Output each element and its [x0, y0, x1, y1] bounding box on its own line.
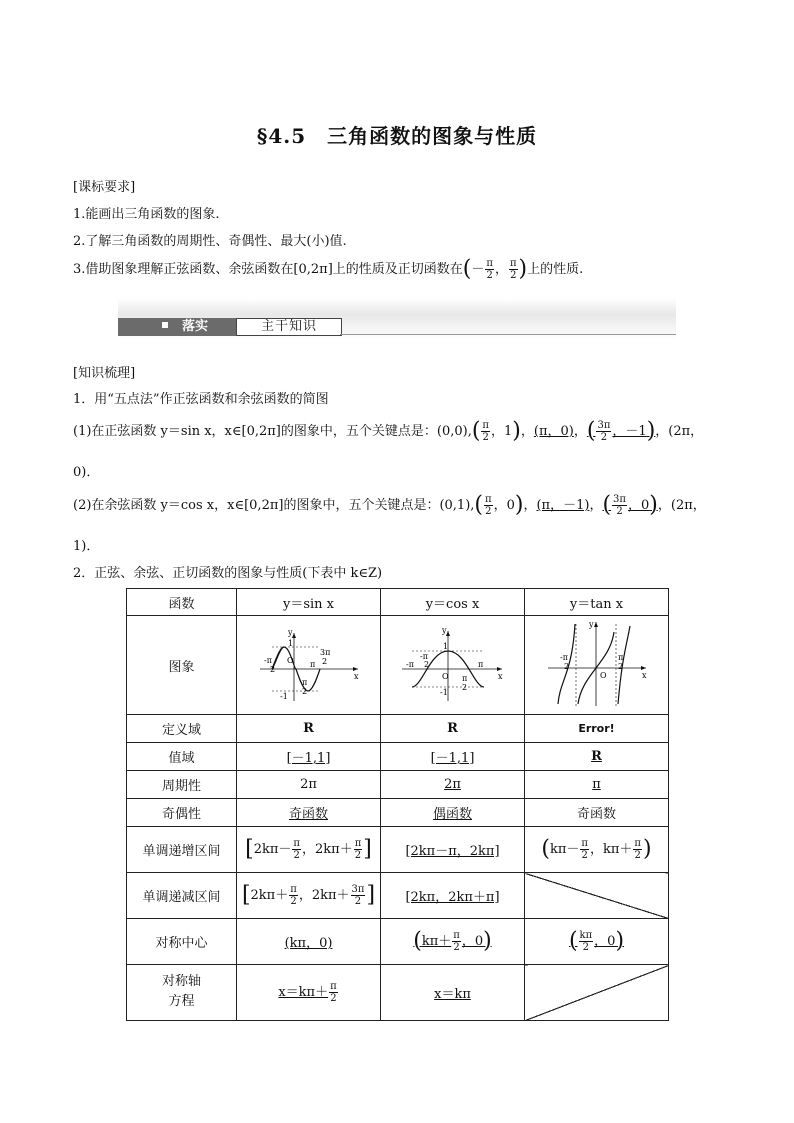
range-label: 值域	[127, 743, 237, 771]
svg-text:-1: -1	[279, 692, 288, 701]
sin-key-points: (1)在正弦函数 y＝sin x，x∈[0,2π]的图象中，五个关键点是：(0,0),( $\frac{\pi}{2}$ ，1)，(π，0)，( $\frac{3\pi}{2}$ ，－1)，(2π，	[73, 418, 704, 444]
svg-text:π: π	[301, 678, 307, 687]
banner-light-tab: 主干知识	[236, 318, 342, 336]
table-row	[127, 715, 669, 743]
table-row	[127, 616, 669, 715]
domain-label: 定义域	[127, 715, 237, 743]
svg-text:y: y	[287, 628, 293, 637]
domain-sin: R	[237, 715, 381, 743]
svg-text:2: 2	[563, 662, 569, 671]
axis-sin: x＝kπ＋ $\frac{\pi}{2}$	[237, 965, 381, 1021]
svg-text:y: y	[588, 620, 594, 629]
table-row	[127, 873, 669, 919]
table-row	[127, 799, 669, 827]
svg-text:-1: -1	[439, 688, 448, 697]
svg-text:π: π	[477, 660, 483, 669]
range-tan: R	[525, 743, 669, 771]
properties-table	[126, 588, 669, 1021]
requirements-heading: [课标要求]	[73, 180, 136, 195]
table-row	[127, 919, 669, 965]
period-cos: 2π	[381, 771, 525, 799]
axis-tan-empty	[525, 965, 669, 1021]
requirement-3: 3.借助图象理解正弦函数、余弦函数在[0,2π]上的性质及正切函数在(－ $\frac{\pi}{2}$ ， $\frac{\pi}{2}$ )上的性质.	[73, 256, 584, 282]
header-function: 函数	[127, 589, 237, 616]
svg-text:-π: -π	[419, 652, 428, 661]
sin-graph	[237, 616, 381, 715]
parity-label: 奇偶性	[127, 799, 237, 827]
center-tan: ( $\frac{k\pi}{2}$ ，0)	[525, 919, 669, 965]
properties-title: 2．正弦、余弦、正切函数的图象与性质(下表中 k∈Z)	[73, 566, 383, 581]
cos-key-points-end: 1)．	[73, 539, 100, 554]
svg-text:3π: 3π	[319, 648, 330, 657]
range-cos: [－1,1]	[381, 743, 525, 771]
svg-text:2: 2	[617, 662, 623, 671]
svg-text:x: x	[353, 672, 359, 681]
header-sin: y＝sin x	[237, 589, 381, 616]
decreasing-sin: [2kπ＋ $\frac{\pi}{2}$ ，2kπ＋ $\frac{3\pi}{2}$ ]	[237, 873, 381, 919]
svg-text:1: 1	[287, 639, 293, 648]
svg-text:O: O	[441, 672, 449, 681]
period-sin: 2π	[237, 771, 381, 799]
svg-text:O: O	[599, 671, 607, 680]
parity-sin: 奇函数	[237, 799, 381, 827]
svg-text:2: 2	[301, 687, 307, 696]
svg-text:O: O	[286, 656, 294, 665]
sin-key-points-end: 0)．	[73, 465, 100, 480]
banner-dark-tab: 落实	[118, 318, 236, 336]
svg-text:π: π	[617, 653, 623, 662]
range-sin: [－1,1]	[237, 743, 381, 771]
cos-graph-svg	[398, 623, 508, 703]
svg-text:2: 2	[321, 657, 327, 666]
increasing-label: 单调递增区间	[127, 827, 237, 873]
requirement-1: 1.能画出三角函数的图象.	[73, 207, 220, 222]
header-tan: y＝tan x	[525, 589, 669, 616]
axis-cos: x＝kπ	[381, 965, 525, 1021]
table-row	[127, 827, 669, 873]
tan-graph-svg	[542, 618, 652, 708]
page-title: §4.5 三角函数的图象与性质	[256, 124, 538, 148]
graph-label: 图象	[127, 616, 237, 715]
center-cos: (kπ＋ $\frac{\pi}{2}$ ，0)	[381, 919, 525, 965]
axis-label: 对称轴 方程	[127, 965, 237, 1021]
svg-text:-π: -π	[559, 653, 568, 662]
table-row	[127, 965, 669, 1021]
sin-graph-svg	[254, 623, 364, 703]
square-bullet-icon	[162, 322, 168, 328]
svg-text:y: y	[441, 626, 447, 635]
table-row	[127, 771, 669, 799]
center-label: 对称中心	[127, 919, 237, 965]
svg-text:2: 2	[269, 665, 275, 674]
svg-text:π: π	[309, 660, 315, 669]
cos-key-points: (2)在余弦函数 y＝cos x，x∈[0,2π]的图象中，五个关键点是：(0,1),( $\frac{\pi}{2}$ ，0)，(π，－1)，( $\frac{3\pi}{2}$ ，0)，(2π，	[73, 492, 706, 518]
parity-tan: 奇函数	[525, 799, 669, 827]
increasing-cos: [2kπ－π，2kπ]	[381, 827, 525, 873]
increasing-sin: [2kπ－ $\frac{\pi}{2}$ ，2kπ＋ $\frac{\pi}{2}$ ]	[237, 827, 381, 873]
tan-graph	[525, 616, 669, 715]
five-point-title: 1．用“五点法”作正弦函数和余弦函数的简图	[73, 392, 329, 407]
svg-text:-π: -π	[263, 656, 272, 665]
header-cos: y＝cos x	[381, 589, 525, 616]
domain-cos: R	[381, 715, 525, 743]
cos-graph	[381, 616, 525, 715]
parity-cos: 偶函数	[381, 799, 525, 827]
decreasing-label: 单调递减区间	[127, 873, 237, 919]
decreasing-tan-empty	[525, 873, 669, 919]
table-row	[127, 743, 669, 771]
period-tan: π	[525, 771, 669, 799]
knowledge-heading: [知识梳理]	[73, 366, 136, 381]
svg-text:2: 2	[461, 683, 467, 692]
svg-text:π: π	[461, 674, 467, 683]
table-row	[127, 589, 669, 616]
period-label: 周期性	[127, 771, 237, 799]
svg-text:2: 2	[423, 660, 429, 669]
banner-rule	[340, 334, 676, 335]
decreasing-cos: [2kπ，2kπ＋π]	[381, 873, 525, 919]
svg-text:1: 1	[442, 642, 448, 651]
center-sin: (kπ，0)	[237, 919, 381, 965]
svg-text:-π: -π	[405, 660, 414, 669]
svg-text:x: x	[641, 671, 647, 680]
increasing-tan: (kπ－ $\frac{\pi}{2}$ ，kπ＋ $\frac{\pi}{2}$ )	[525, 827, 669, 873]
requirement-2: 2.了解三角函数的周期性、奇偶性、最大(小)值.	[73, 234, 347, 249]
domain-tan: Error!	[525, 715, 669, 743]
svg-text:x: x	[497, 672, 503, 681]
